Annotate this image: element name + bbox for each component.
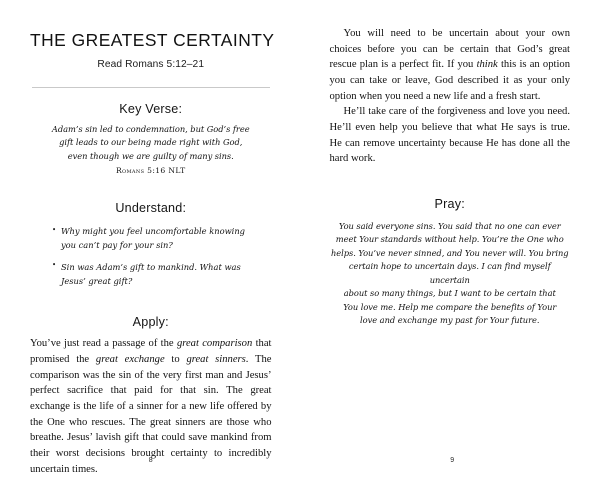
body-paragraph-1 — [330, 26, 571, 104]
prayer-line-5: about so many things, but I want to be certain that — [343, 288, 556, 299]
list-item: • Sin was Adam’s gift to mankind. What was Jesus’ great gift? — [52, 261, 256, 289]
prayer-line-3: helps. You’ve never sinned, and You never will. You bring — [331, 247, 569, 258]
body-paragraph-2: He’ll take care of the forgiveness and love you need. He’ll even help you believe that what He says is true. He can remove uncertainty because He has done all the hard work. — [329, 106, 570, 165]
prayer-line-4: certain hope to uncertain days. I can find myself uncertain — [348, 261, 551, 285]
prayer-line-7: love and exchange my past for Your future. — [360, 315, 540, 326]
apply-emphasis-2: great exchange — [95, 354, 165, 366]
apply-text-3: to — [164, 354, 187, 366]
apply-emphasis-3: great sinners — [186, 354, 246, 366]
apply-text-1: You’ve just read a passage of the — [30, 338, 177, 350]
key-verse-citation: Romans 5:16 NLT — [115, 166, 186, 176]
right-page — [302, 0, 603, 486]
prayer-line-6: You love me. Help me compare the benefits of Your — [343, 301, 557, 312]
paragraph-1-text-2: this is an option you can take or leave, God described it as your only option when you need a new life and a fresh start. — [329, 59, 570, 102]
key-verse-line-1: Adam’s sin led to condemnation, but God’s free — [51, 124, 250, 135]
key-verse-line-2: gift leads to our being made right with God, — [59, 137, 243, 148]
page-number: 9 — [450, 457, 455, 464]
paragraph-1-emphasis: think — [476, 59, 498, 71]
pray-heading: Pray: — [434, 197, 465, 212]
apply-heading: Apply: — [132, 315, 169, 330]
page-title: THE GREATEST CERTAINTY — [30, 30, 275, 50]
reading-reference: Read Romans 5:12–21 — [97, 59, 205, 71]
page-number: 8 — [148, 457, 153, 464]
understand-heading: Understand: — [115, 201, 187, 216]
key-verse-text — [30, 123, 272, 163]
prayer-line-2: meet Your standards without help. You’re the One who — [335, 234, 564, 245]
apply-text-4: . The comparison was the sin of the very first man and Jesus’ perfect sacrifice that paid for that sin. The great exchange is the life of a sinner for a new life offered by the One who rescues. The great sinners are those who breathe. Jesus’ lavish gift that could save mankind from their worst decisions brought certainty to incredibly uncertain times. — [30, 354, 272, 475]
key-verse-line-3: even though we are guilty of many sins. — [67, 150, 234, 161]
understand-question-list — [30, 225, 272, 288]
prayer-text — [330, 220, 571, 328]
prayer-line-1: You said everyone sins. You said that no one can ever — [338, 221, 561, 232]
list-item: • Why might you feel uncomfortable knowing you can’t pay for your sin? — [52, 225, 256, 253]
paragraph-1-text-1: You will need to be uncertain about your own choices before you can be certain that God’s great rescue plan is a perfect fit. If you — [329, 28, 570, 71]
apply-emphasis-1: great comparison — [176, 338, 253, 350]
key-verse-heading: Key Verse: — [119, 102, 183, 117]
apply-text-2: that promised the — [30, 338, 272, 366]
title-divider — [32, 87, 270, 88]
